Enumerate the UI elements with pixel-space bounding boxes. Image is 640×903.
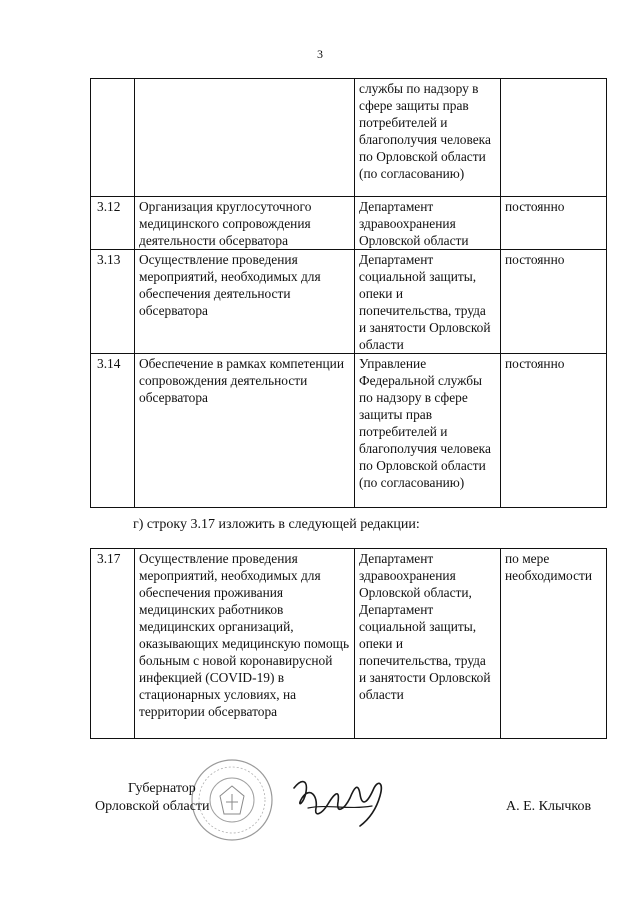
table-row xyxy=(91,79,607,197)
handwritten-signature-icon xyxy=(288,768,388,830)
amendment-instruction: г) строку 3.17 изложить в следующей редакции: xyxy=(133,517,420,532)
table-row xyxy=(91,549,607,739)
row-executor: Департамент социальной защиты, опеки и попечительства, труда и занятости Орловской области xyxy=(355,250,501,354)
row-action: Осуществление проведения мероприятий, необходимых для обеспечения деятельности обсерватора xyxy=(135,250,355,354)
row-action: Осуществление проведения мероприятий, необходимых для обеспечения проживания медицинских работников медицинских организаций, оказывающих медицинскую помощь больным с новой коронавирусной инфекцией (COVID-19) в стационарных условиях, на территории обсерватора xyxy=(135,549,355,739)
signatory-name: А. Е. Клычков xyxy=(506,799,592,814)
row-executor: Департамент здравоохранения Орловской области xyxy=(355,197,501,250)
row-action: Обеспечение в рамках компетенции сопровождения деятельности обсерватора xyxy=(135,354,355,508)
row-term xyxy=(501,79,607,197)
row-term: постоянно xyxy=(501,354,607,508)
row-executor: службы по надзору в сфере защиты прав потребителей и благополучия человека по Орловской области (по согласованию) xyxy=(355,79,501,197)
table-row xyxy=(91,354,607,508)
row-number: 3.14 xyxy=(91,354,135,508)
row-action xyxy=(135,79,355,197)
row-executor: Департамент здравоохранения Орловской области, Департамент социальной защиты, опеки и попечительства, труда и занятости Орловской области xyxy=(355,549,501,739)
row-number: 3.13 xyxy=(91,250,135,354)
row-number xyxy=(91,79,135,197)
measures-table-new-row xyxy=(90,548,607,739)
row-executor: Управление Федеральной службы по надзору в сфере защиты прав потребителей и благополучия человека по Орловской области (по согласованию) xyxy=(355,354,501,508)
row-number: 3.12 xyxy=(91,197,135,250)
page-number: 3 xyxy=(317,47,323,61)
row-number: 3.17 xyxy=(91,549,135,739)
measures-table-continued xyxy=(90,78,607,508)
row-term: постоянно xyxy=(501,197,607,250)
table-row xyxy=(91,250,607,354)
table-row xyxy=(91,197,607,250)
row-term: постоянно xyxy=(501,250,607,354)
signatory-title: Губернатор xyxy=(128,781,196,796)
signatory-region: Орловской области xyxy=(95,799,210,814)
row-action: Организация круглосуточного медицинского сопровождения деятельности обсерватора xyxy=(135,197,355,250)
row-term: по мере необходимости xyxy=(501,549,607,739)
